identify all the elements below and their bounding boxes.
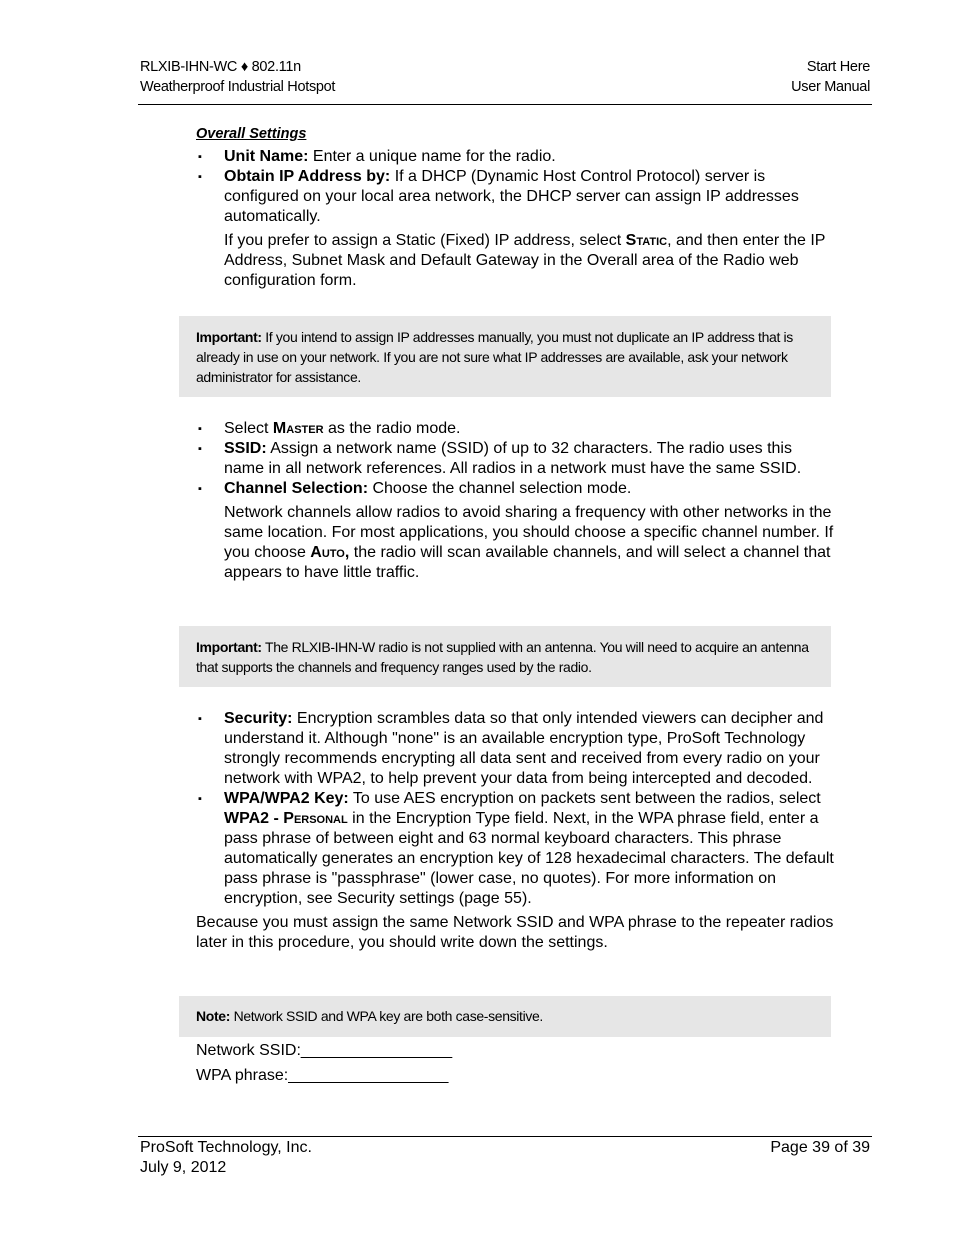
footer-page-number: Page 39 of 39 (770, 1139, 870, 1156)
important-box-antenna (179, 626, 831, 687)
write-down-paragraph: Because you must assign the same Network SSID and WPA phrase to the repeater radios later in this procedure, you should write down the settings. (196, 914, 834, 951)
keyword-wpa2: WPA2 - (224, 810, 284, 827)
item-label: Unit Name: (224, 148, 309, 165)
wpa-phrase-field: WPA phrase:__________________ (196, 1067, 449, 1084)
footer-rule (138, 1136, 872, 1137)
item-text: Enter a unique name for the radio. (308, 148, 556, 165)
overall-settings-list (196, 147, 836, 227)
list-item-security (196, 709, 836, 789)
para-text: Network channels allow radios to avoid sharing a frequency with other networks in the same location. For most applications, you should choose a specific channel number. If you choose (224, 504, 834, 561)
radio-settings-list (196, 419, 836, 499)
keyword-static: Static (625, 232, 668, 249)
list-item-wpa-key (196, 789, 836, 909)
header-product-desc: Weatherproof Industrial Hotspot (140, 79, 336, 95)
footer-company: ProSoft Technology, Inc. (140, 1139, 312, 1156)
item-text: If a DHCP (Dynamic Host Control Protocol) server is configured on your local area network, the DHCP server can assign IP addresses automatically. (224, 168, 799, 225)
bullet-icon: ▪ (198, 713, 202, 725)
item-label: Security: (224, 710, 293, 727)
bullet-icon: ▪ (198, 171, 202, 183)
list-item-unit-name (196, 147, 836, 167)
item-label: SSID: (224, 440, 267, 457)
important-box-ip (179, 316, 831, 397)
important-label: Important: (196, 639, 262, 655)
header-section: Start Here (806, 59, 870, 75)
section-title: Overall Settings (196, 126, 307, 142)
channel-paragraph (196, 503, 836, 583)
item-label: Channel Selection: (224, 480, 369, 497)
para-text: If you prefer to assign a Static (Fixed) IP address, select (224, 232, 626, 249)
bullet-icon: ▪ (198, 793, 202, 805)
important-label: Important: (196, 329, 262, 345)
header-doc-type: User Manual (791, 79, 870, 95)
static-ip-paragraph (196, 231, 836, 291)
item-text: as the radio mode. (323, 420, 461, 437)
list-item-ssid (196, 439, 836, 479)
radio-settings-section (196, 419, 836, 583)
item-text: Assign a network name (SSID) of up to 32 characters. The radio uses this name in all network references. All radios in a network must have the same SSID. (224, 440, 802, 477)
bullet-icon: ▪ (198, 151, 202, 163)
keyword-auto: Auto, (310, 544, 350, 561)
header-right (791, 57, 870, 97)
header-product: RLXIB-IHN-WC ♦ 802.11n (140, 59, 301, 75)
bullet-icon: ▪ (198, 443, 202, 455)
item-text: Encryption scrambles data so that only intended viewers can decipher and understand it. Although "none" is an available encryption type, ProSoft Technology strongly recommends encrypting all data sent and received from every radio on your network with WPA2, to help prevent your data from being intercepted and decoded. (224, 710, 824, 787)
item-text: in the Encryption Type field. Next, in the WPA phrase field, enter a pass phrase of between eight and 63 normal keyboard characters. This phrase automatically generates an encryption key of 128 hexadecimal characters. The default pass phrase is "passphrase" (lower case, no quotes). For more information on encryption, see Security settings (page 55). (224, 810, 834, 907)
item-text: To use AES encryption on packets sent between the radios, select (348, 790, 821, 807)
network-ssid-field: Network SSID:_________________ (196, 1042, 453, 1059)
item-text: Select (224, 420, 273, 437)
footer-left (140, 1138, 312, 1178)
list-item-channel-selection (196, 479, 836, 499)
keyword-master: Master (272, 420, 324, 437)
item-label: Obtain IP Address by: (224, 168, 391, 185)
settings-record-fields (196, 1041, 836, 1086)
item-label: WPA/WPA2 Key: (224, 790, 349, 807)
list-item-obtain-ip (196, 167, 836, 227)
para-text: , and then enter the IP Address, Subnet Mask and Default Gateway in the Overall area of the Radio web configuration form. (224, 232, 826, 289)
item-text: Choose the channel selection mode. (368, 480, 632, 497)
keyword-personal: Personal (283, 810, 348, 827)
para-text: the radio will scan available channels, and will select a channel that appears to have little traffic. (224, 544, 831, 581)
note-box (179, 996, 831, 1037)
note-text: Network SSID and WPA key are both case-sensitive. (230, 1008, 543, 1024)
security-list (196, 709, 836, 909)
footer-date: July 9, 2012 (140, 1159, 227, 1176)
header-left (140, 57, 335, 97)
bullet-icon: ▪ (198, 423, 202, 435)
list-item-master (196, 419, 836, 439)
overall-settings-section (196, 124, 836, 291)
header-rule (138, 104, 872, 105)
bullet-icon: ▪ (198, 483, 202, 495)
important-text: The RLXIB-IHN-W radio is not supplied with an antenna. You will need to acquire an antenna that supports the channels and frequency ranges used by the radio. (196, 639, 809, 675)
security-section (196, 709, 836, 953)
important-text: If you intend to assign IP addresses manually, you must not duplicate an IP address that is already in use on your network. If you are not sure what IP addresses are available, ask your network administrator for assistance. (196, 329, 793, 385)
note-label: Note: (196, 1008, 231, 1024)
